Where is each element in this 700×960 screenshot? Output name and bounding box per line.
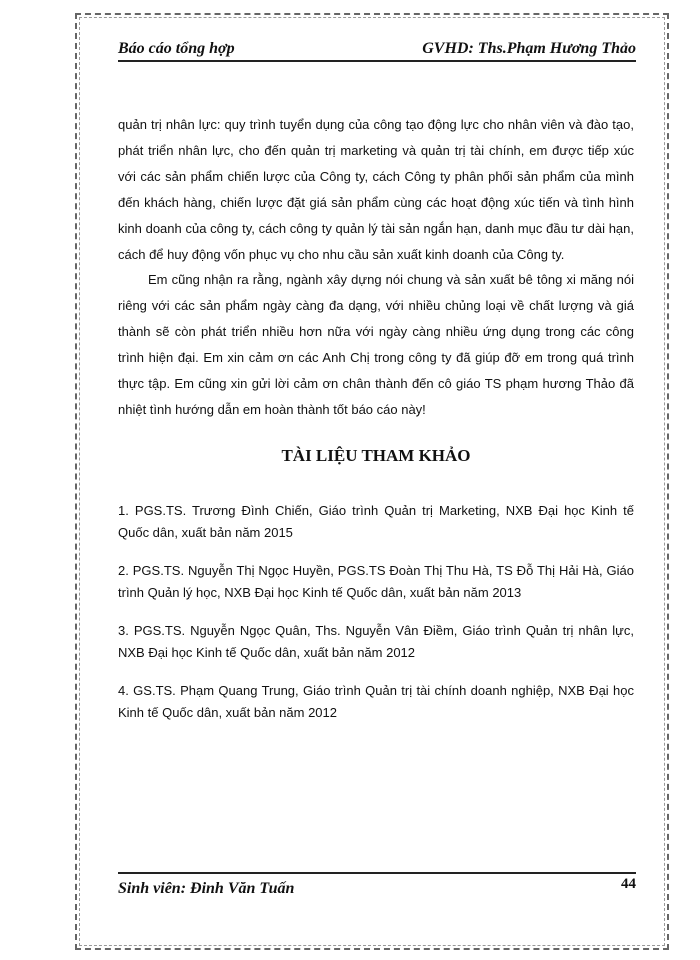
reference-item: 4. GS.TS. Phạm Quang Trung, Giáo trình Quản trị tài chính doanh nghiệp, NXB Đại học Kinh tế Quốc dân, xuất bản năm 2012 <box>118 683 634 720</box>
references-title: TÀI LIỆU THAM KHẢO <box>281 446 471 465</box>
header-supervisor: GVHD: Ths.Phạm Hương Thảo <box>422 40 636 57</box>
page-number: 44 <box>621 876 636 892</box>
body-text <box>118 112 634 423</box>
paragraph-2: Em cũng nhận ra rằng, ngành xây dựng nói chung và sản xuất bê tông xi măng nói riêng với các sản phẩm ngày càng đa dạng, với nhiều chủng loại về chất lượng và giá thành sẽ còn phát triển nhiều hơn nữa với ngày càng nhiều ứng dụng trong các công trình hiện đại. Em xin cảm ơn các Anh Chị trong công ty đã giúp đỡ em trong quá trình thực tập. Em cũng xin gửi lời cảm ơn chân thành đến cô giáo TS phạm hương Thảo đã nhiệt tình hướng dẫn em hoàn thành tốt báo cáo này! <box>118 272 634 417</box>
page-header <box>118 38 636 62</box>
footer-student: Sinh viên: Đinh Văn Tuấn <box>118 880 295 897</box>
paragraph-1: quản trị nhân lực: quy trình tuyển dụng của công tạo động lực cho nhân viên và đào tạo, phát triển nhân lực, cho đến quản trị marketing và quản trị tài chính, em được tiếp xúc với các sản phẩm chiến lược của Công ty, cách Công ty phân phối sản phẩm của mình đến khách hàng, chiến lược đặt giá sản phẩm cùng các hoạt động xúc tiến và tình hình kinh doanh của công ty, cách công ty quản lý tài sản ngắn hạn, danh mục đầu tư dài hạn, cách để huy động vốn phục vụ cho nhu cầu sản xuất kinh doanh của Công ty. <box>118 117 634 262</box>
header-report-title: Báo cáo tổng hợp <box>118 40 235 57</box>
page-footer <box>118 872 636 900</box>
reference-item: 2. PGS.TS. Nguyễn Thị Ngọc Huyền, PGS.TS Đoàn Thị Thu Hà, TS Đỗ Thị Hải Hà, Giáo trình Quản lý học, NXB Đại học Kinh tế Quốc dân, xuất bản năm 2013 <box>118 563 634 600</box>
references-list <box>118 500 634 740</box>
reference-item: 3. PGS.TS. Nguyễn Ngọc Quân, Ths. Nguyễn Vân Điềm, Giáo trình Quản trị nhân lực, NXB Đại học Kinh tế Quốc dân, xuất bản năm 2012 <box>118 623 634 660</box>
reference-item: 1. PGS.TS. Trương Đình Chiến, Giáo trình Quản trị Marketing, NXB Đại học Kinh tế Quốc dân, xuất bản năm 2015 <box>118 503 634 540</box>
